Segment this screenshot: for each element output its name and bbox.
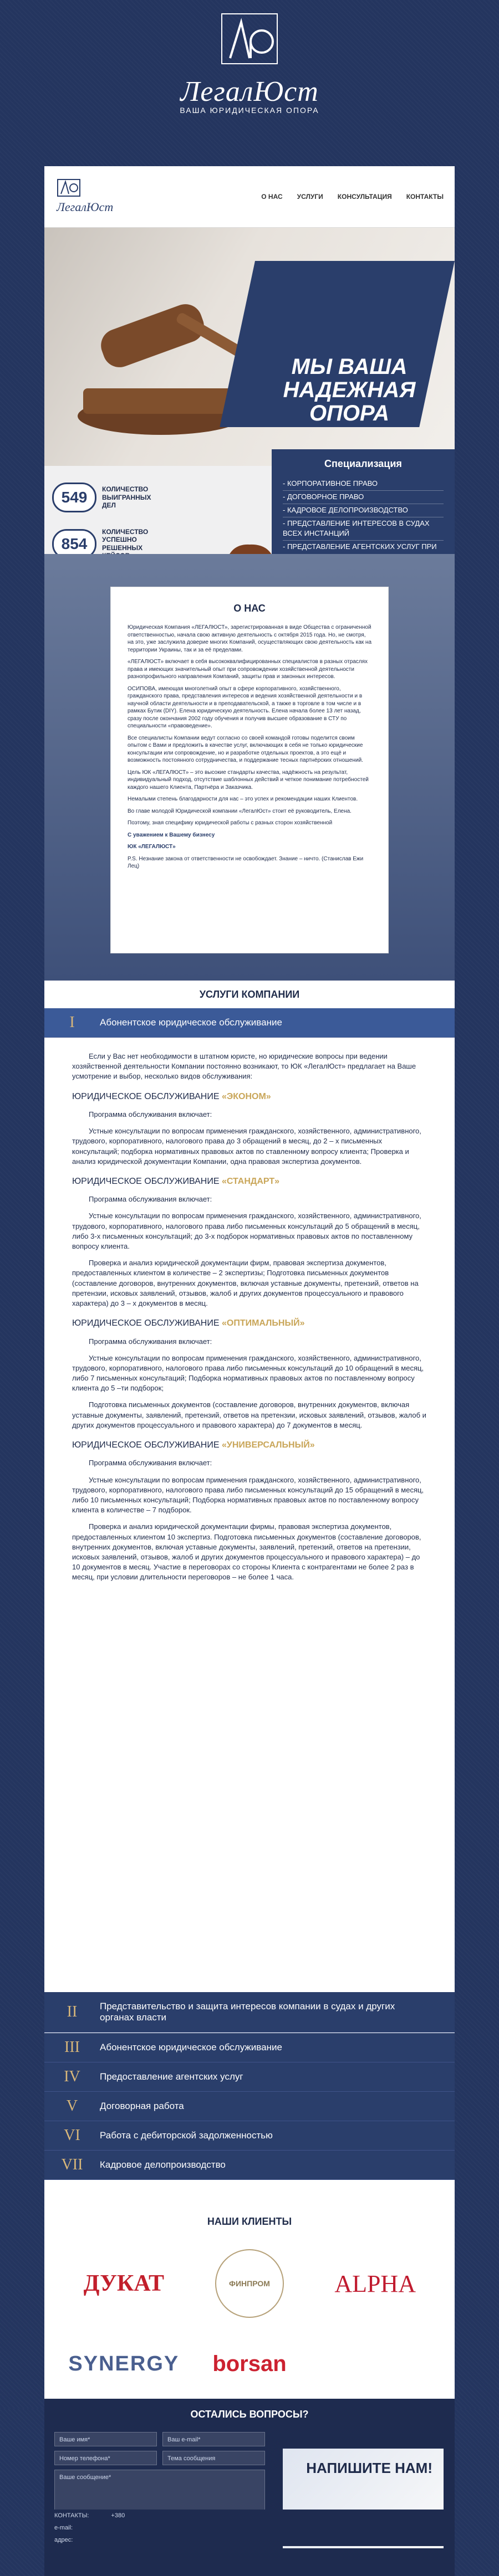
service-row-2[interactable] — [44, 1992, 455, 2033]
about-paragraph: Юридическая Компания «ЛЕГАЛЮСТ», зарегистрированная в виде Общества с ограниченной ответственностью, начала свою активную деятельность с октября 2015 года. Но, не смотря, на это, уже заслужила доверие многих Компаний, осуществляющих свою деятельность как на территории Украины, так и за её пределами. — [128, 624, 372, 653]
service-label: Абонентское юридическое обслуживание — [100, 1017, 282, 1028]
plan-optimal-text2: Подготовка письменных документов (составление договоров, внутренних документов, включая уставные документы, заявлений, претензий, ответов на претензии, исковых заявлений, отзывов, жалоб и других документов процессуального и правового характера) до 7 документов в месяц. — [72, 1400, 426, 1429]
hero-slogan: МЫ ВАША НАДЕЖНАЯ ОПОРА — [283, 355, 416, 425]
about-paragraph: ОСИПОВА, имеющая многолетний опыт в сфере корпоративного, хозяйственного, гражданского права, представления интересов и ведения хозяйственной деятельности и в научной области деятельности и в преподавательской, а также в торговле в том числе и в рамках Бутик (DIY). Елена юридическую деятельность. Елена начала более 13 лет назад, сразу после окончания 2002 году обучения и получив высшее образование в СТУ по специальности «правоведение». — [128, 685, 363, 730]
service-number: V — [66, 2097, 78, 2115]
name-field[interactable]: Ваше имя* — [54, 2432, 157, 2446]
page-sheet — [44, 166, 455, 2543]
nav-logo[interactable] — [57, 178, 118, 214]
plan-includes: Программа обслуживания включает: — [89, 1195, 212, 1204]
client-logo-alpha: ALPHA — [334, 2270, 416, 2297]
footer-phone[interactable]: +380 — [111, 2512, 125, 2519]
service-label: Работа с дебиторской задолженностью — [100, 2130, 273, 2141]
plan-universal-title: ЮРИДИЧЕСКОЕ ОБСЛУЖИВАНИЕ «УНИВЕРСАЛЬНЫЙ» — [72, 1440, 315, 1450]
about-paragraph: «ЛЕГАЛЮСТ» включает в себя высококвалифицированных специалистов в разных отраслях права и имеющих значительный опыт при сопровождении хозяйственной деятельности разнопрофильного направления Компаний, защиты прав и законных интересов. — [128, 659, 368, 680]
about-paragraph: Цель ЮК «ЛЕГАЛЮСТ» – это высокие стандарты качества, надёжность на результат, индивидуальный подход, отсутствие шаблонных действий и четкое понимание потребностей каждого нашего Клиента, Партнёра и Заказчика. — [128, 769, 369, 791]
service-row-3[interactable] — [44, 2033, 455, 2062]
top-logo — [0, 11, 499, 115]
nav-menu — [261, 193, 444, 201]
service-label: Абонентское юридическое обслуживание — [100, 2042, 282, 2052]
about-ps: P.S. Незнание закона от ответственности не освобождает. Знание – ничто. (Станислав Ежи Лец) — [128, 855, 364, 870]
brand-name: ЛегалЮст — [180, 76, 319, 107]
footer-address-label: адрес: — [54, 2537, 73, 2543]
stat-cases-won — [52, 483, 163, 512]
about-sign: С уважением к Вашему бизнесу — [128, 832, 215, 838]
plan-includes: Программа обслуживания включает: — [89, 1110, 212, 1118]
spec-item: - ПРЕДСТАВЛЕНИЕ АГЕНТСКИХ УСЛУГ ПРИ — [283, 541, 444, 575]
plan-standard-text1: Устные консультации по вопросам применения гражданского, хозяйственного, административного, трудового, корпоративного, налогового права либо письменных консультаций до 5 обращений в месяц, либо 3-х письменных консультаций; до 3-х подборок нормативных правовых актов по поставленному вопросу клиента. — [72, 1212, 421, 1251]
about-title: О НАС — [233, 603, 266, 614]
plan-econom-text: Устные консультации по вопросам применения гражданского, хозяйственного, административного, трудового, корпоративного, налогового права до 3 обращений в месяц, до 2 – х письменных консультаций; подборка нормативных правовых актов по ставленному вопросу клиента; Проверка и анализ юридической документации Компании, одна правовая экспертиза документов. — [72, 1127, 421, 1166]
service-number: III — [64, 2039, 80, 2056]
spec-item: - ДОГОВОРНОЕ ПРАВО — [283, 491, 444, 504]
client-logo-dukat: ДУКАТ — [83, 2271, 164, 2297]
service-number: I — [69, 1014, 75, 1031]
service-label: Предоставление агентских услуг — [100, 2071, 243, 2082]
logo-mark-icon — [211, 11, 288, 78]
about-sign-company: ЮК «ЛЕГАЛЮСТ» — [128, 844, 176, 850]
plan-standard-title: ЮРИДИЧЕСКОЕ ОБСЛУЖИВАНИЕ «СТАНДАРТ» — [72, 1176, 279, 1186]
brand-tagline: ВАША ЮРИДИЧЕСКАЯ ОПОРА — [180, 106, 319, 115]
stat-value: 854 — [52, 529, 96, 559]
plan-includes: Программа обслуживания включает: — [89, 1459, 212, 1467]
about-paragraph: Во главе молодой Юридической компании «ЛегалЮст» стоит её руководитель, Елена. — [128, 808, 352, 814]
plan-universal-text2: Проверка и анализ юридической документации фирмы, правовая экспертиза документов, предоставленных клиентом 10 экспертиз. Подготовка письменных документов (составление договоров, внутренних документов, включая уставные документы, заявлений, претензий, ответов на претензии, исковых заявлений, отзывов, жалоб и других документов процессуального и правового характера) – до 10 документов в месяц. Участие в переговорах со стороны Клиента с контрагентами не более 2 раз в месяц, при условии длительности переговоров – не более 1 часа. — [72, 1522, 421, 1582]
service-number: VII — [61, 2156, 83, 2173]
client-logo-borsan: borsan — [212, 2351, 287, 2376]
service-number: II — [67, 2003, 78, 2020]
plan-standard-text2: Проверка и анализ юридической документации фирм, правовая экспертиза документов, предоставленных клиентом в количестве – 2 экспертизы; Подготовка письменных документов (составление договоров, внутренних документов, включая уставные документы, претензий, ответов на претензии, исковых заявлений, отзывов, жалоб и других документов процессуального и правового характера) до 3 – х документов в месяц. — [72, 1259, 419, 1307]
services-title: УСЛУГИ КОМПАНИИ — [44, 981, 455, 1008]
service-row-7[interactable] — [44, 2151, 455, 2180]
phone-field[interactable]: Номер телефона* — [54, 2451, 157, 2465]
spec-item: - КОРПОРАТИВНОЕ ПРАВО — [283, 478, 444, 491]
plan-includes: Программа обслуживания включает: — [89, 1337, 212, 1346]
spec-item: - КАДРОВОЕ ДЕЛОПРОИЗВОДСТВО — [283, 504, 444, 517]
service-number: IV — [64, 2068, 80, 2085]
about-paragraph: Поэтому, зная специфику юридической работы с разных сторон хозяйственной — [128, 820, 333, 827]
plan-optimal-text1: Устные консультации по вопросам применения гражданского, хозяйственного, административного, трудового, корпоративного, налогового права либо письменных консультаций до 10 обращений в месяц, либо 7 письменных консультаций; Подборка нормативных правовых актов по поставленному вопросу клиента до 5 –ти подборок; — [72, 1353, 424, 1393]
email-field[interactable]: Ваш e-mail* — [162, 2432, 265, 2446]
service-details — [44, 1039, 455, 1987]
plan-econom-title: ЮРИДИЧЕСКОЕ ОБСЛУЖИВАНИЕ «ЭКОНОМ» — [72, 1091, 271, 1101]
footer — [44, 2510, 455, 2546]
footer-email-label: e-mail: — [54, 2524, 73, 2531]
stat-label: КОЛИЧЕСТВО УСПЕШНО РЕШЕННЫХ — [102, 528, 149, 552]
service-number: VI — [64, 2127, 80, 2144]
write-us-text: НАПИШИТЕ НАМ! — [306, 2460, 432, 2476]
about-paragraph: Немалыми степень благодарности для нас – это успех и рекомендации наших Клиентов. — [128, 796, 358, 803]
contact-form — [54, 2432, 265, 2518]
nav-item-about[interactable]: О НАС — [261, 193, 283, 201]
nav-logo-icon — [57, 178, 81, 197]
service-row-6[interactable] — [44, 2121, 455, 2151]
service-label: Договорная работа — [100, 2101, 184, 2111]
subject-field[interactable]: Тема сообщения — [162, 2451, 265, 2465]
client-logo-synergy: SYNERGY — [68, 2352, 180, 2375]
nav-logo-text: ЛегалЮст — [57, 200, 114, 214]
contact-title: ОСТАЛИСЬ ВОПРОСЫ? — [190, 2409, 309, 2420]
plan-universal-text1: Устные консультации по вопросам применения гражданского, хозяйственного, административного, трудового, корпоративного, налогового права либо письменных консультаций до 15 обращений в месяц, либо 10 письменных консультаций; Подборка нормативных правовых актов по поставленному вопросу клиента в количестве – 7 подборок. — [72, 1475, 424, 1515]
nav-item-contacts[interactable]: КОНТАКТЫ — [406, 193, 444, 201]
service-row-5[interactable] — [44, 2092, 455, 2121]
message-field[interactable]: Ваше сообщение* — [54, 2470, 265, 2514]
nav-item-consultation[interactable]: КОНСУЛЬТАЦИЯ — [337, 193, 392, 201]
service-row-1[interactable] — [44, 1008, 455, 1038]
footer-contacts-label: КОНТАКТЫ: — [54, 2512, 89, 2519]
service-row-4[interactable] — [44, 2062, 455, 2092]
specialization-title: Специализация — [324, 458, 402, 469]
stat-value: 549 — [52, 483, 96, 512]
client-logo-finprom: ФИНПРОМ — [215, 2249, 284, 2318]
about-card — [111, 587, 388, 953]
header-nav — [44, 166, 455, 228]
nav-item-services[interactable]: УСЛУГИ — [297, 193, 323, 201]
about-paragraph: Все специалисты Компании ведут согласно со своей командой готовы поделится своим опытом с Вами и предложить в качестве услуг, включающих в себя не только юридические консультации или сопровождение, но и разработке отдельных проектов, а это ещё и возможность постоянного сотрудничества, и поддержание тесных партнёрских отношений. — [128, 735, 363, 764]
service-intro: Если у Вас нет необходимости в штатном юристе, но юридические вопросы при ведении хозяйственной деятельности Компании постоянно возникают, то ЮК «ЛегалЮст» предлагает на Ваше усмотрение и выбор, несколько видов обслуживания: — [72, 1052, 416, 1081]
spec-item: - ПРЕДСТАВЛЕНИЕ ИНТЕРЕСОВ В СУДАХ ВСЕХ ИНСТАНЦИЙ — [283, 517, 444, 541]
clients-title: НАШИ КЛИЕНТЫ — [207, 2216, 292, 2227]
service-label: Представительство и защита интересов компании в судах и других органах власти — [100, 2001, 395, 2023]
contact-section — [44, 2399, 455, 2576]
clients-grid — [67, 2238, 432, 2388]
service-label: Кадровое делопроизводство — [100, 2159, 226, 2170]
plan-optimal-title: ЮРИДИЧЕСКОЕ ОБСЛУЖИВАНИЕ «ОПТИМАЛЬНЫЙ» — [72, 1318, 305, 1328]
stat-label: КОЛИЧЕСТВО ВЫИГРАННЫХ ДЕЛ — [102, 485, 151, 510]
